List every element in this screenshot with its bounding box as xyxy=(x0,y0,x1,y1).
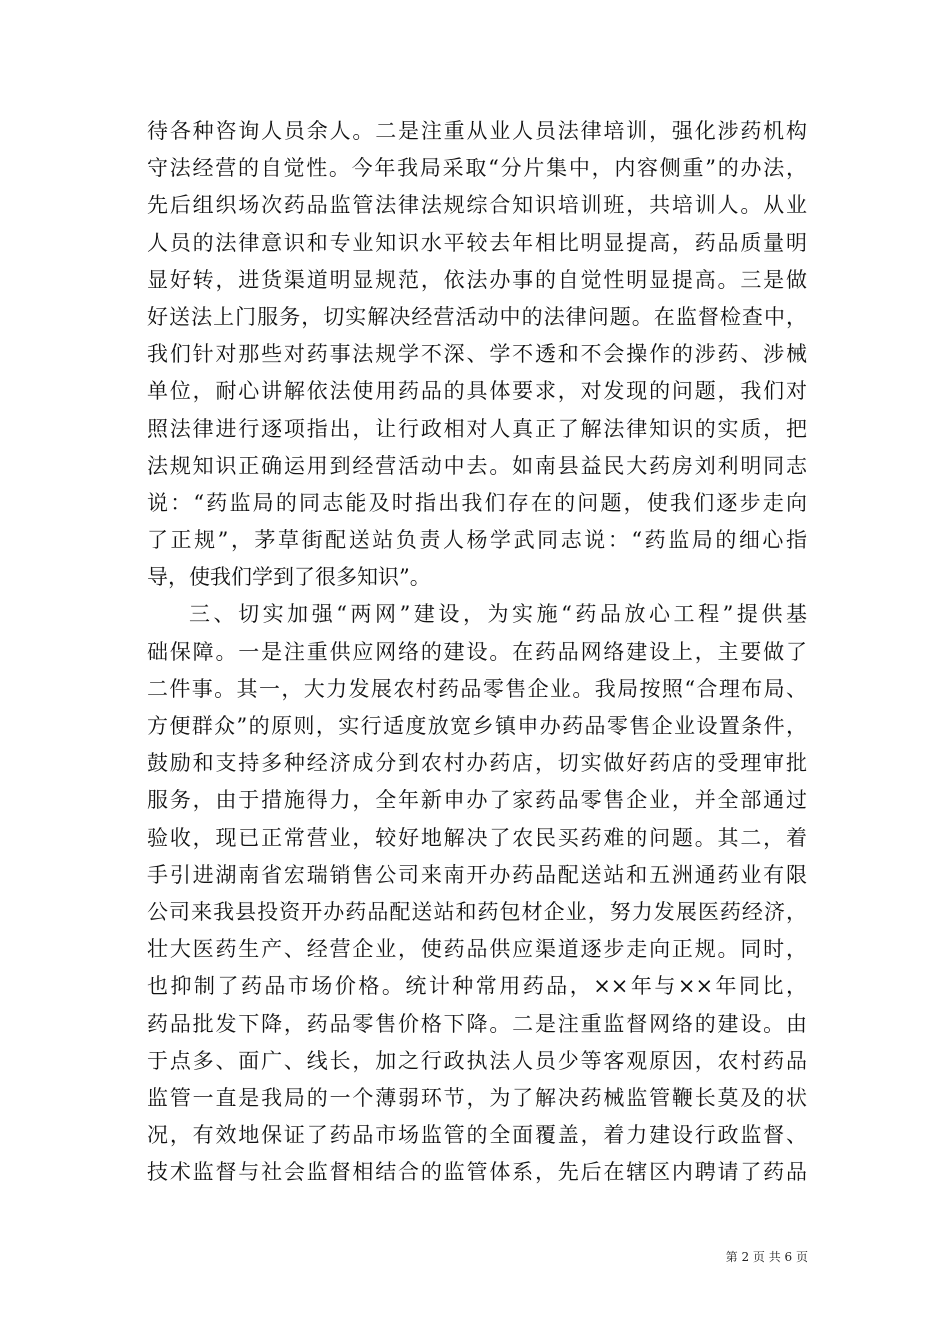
text-line: 二件事。其一，大力发展农村药品零售企业。我局按照“合理布局、 xyxy=(147,676,807,701)
text-line: 好送法上门服务，切实解决经营活动中的法律问题。在监督检查中， xyxy=(147,304,807,329)
text-line: 服务，由于措施得力，全年新申办了家药品零售企业，并全部通过 xyxy=(147,788,807,813)
text-line: 先后组织场次药品监管法律法规综合知识培训班，共培训人。从业 xyxy=(147,193,807,218)
text-line: 显好转，进货渠道明显规范，依法办事的自觉性明显提高。三是做 xyxy=(147,267,807,292)
paragraph xyxy=(147,113,807,596)
text-line: 鼓励和支持多种经济成分到农村办药店，切实做好药店的受理审批 xyxy=(147,751,807,776)
text-line: 人员的法律意识和专业知识水平较去年相比明显提高，药品质量明 xyxy=(147,230,807,255)
paragraph xyxy=(147,596,807,1191)
text-line: 说：“药监局的同志能及时指出我们存在的问题，使我们逐步走向 xyxy=(147,490,807,515)
document-body xyxy=(147,113,807,1191)
text-line: 方便群众”的原则，实行适度放宽乡镇申办药品零售企业设置条件， xyxy=(147,714,807,738)
page-number: 第 2 页 共 6 页 xyxy=(725,1250,808,1264)
text-line: 导，使我们学到了很多知识”。 xyxy=(147,565,431,590)
text-line: 验收，现已正常营业，较好地解决了农民买药难的问题。其二，着 xyxy=(147,825,807,850)
text-line: 我们针对那些对药事法规学不深、学不透和不会操作的涉药、涉械 xyxy=(147,342,807,367)
text-line: 手引进湖南省宏瑞销售公司来南开办药品配送站和五洲通药业有限 xyxy=(147,862,807,887)
text-line: 了正规”，茅草街配送站负责人杨学武同志说：“药监局的细心指 xyxy=(147,528,807,553)
text-line: 础保障。一是注重供应网络的建设。在药品网络建设上，主要做了 xyxy=(147,639,807,664)
text-line: 药品批发下降，药品零售价格下降。二是注重监督网络的建设。由 xyxy=(147,1011,807,1036)
text-line: 照法律进行逐项指出，让行政相对人真正了解法律知识的实质，把 xyxy=(147,416,807,441)
text-line: 壮大医药生产、经营企业，使药品供应渠道逐步走向正规。同时， xyxy=(147,937,807,962)
text-line: 公司来我县投资开办药品配送站和药包材企业，努力发展医药经济， xyxy=(147,899,807,924)
text-line: 单位，耐心讲解依法使用药品的具体要求，对发现的问题，我们对 xyxy=(147,379,807,404)
text-line: 技术监督与社会监督相结合的监管体系，先后在辖区内聘请了药品 xyxy=(147,1160,807,1185)
text-line: 监管一直是我局的一个薄弱环节，为了解决药械监管鞭长莫及的状 xyxy=(147,1085,807,1110)
text-line: 于点多、面广、线长，加之行政执法人员少等客观原因，农村药品 xyxy=(147,1048,807,1073)
text-line: 法规知识正确运用到经营活动中去。如南县益民大药房刘利明同志 xyxy=(147,453,807,478)
text-line: 三、切实加强“两网”建设，为实施“药品放心工程”提供基 xyxy=(189,602,807,627)
text-line: 守法经营的自觉性。今年我局采取“分片集中，内容侧重”的办法， xyxy=(147,156,807,181)
text-line: 待各种咨询人员余人。二是注重从业人员法律培训，强化涉药机构 xyxy=(147,119,807,143)
text-line: 也抑制了药品市场价格。统计种常用药品，××年与××年同比， xyxy=(147,974,807,999)
text-line: 况，有效地保证了药品市场监管的全面覆盖，着力建设行政监督、 xyxy=(147,1123,807,1148)
